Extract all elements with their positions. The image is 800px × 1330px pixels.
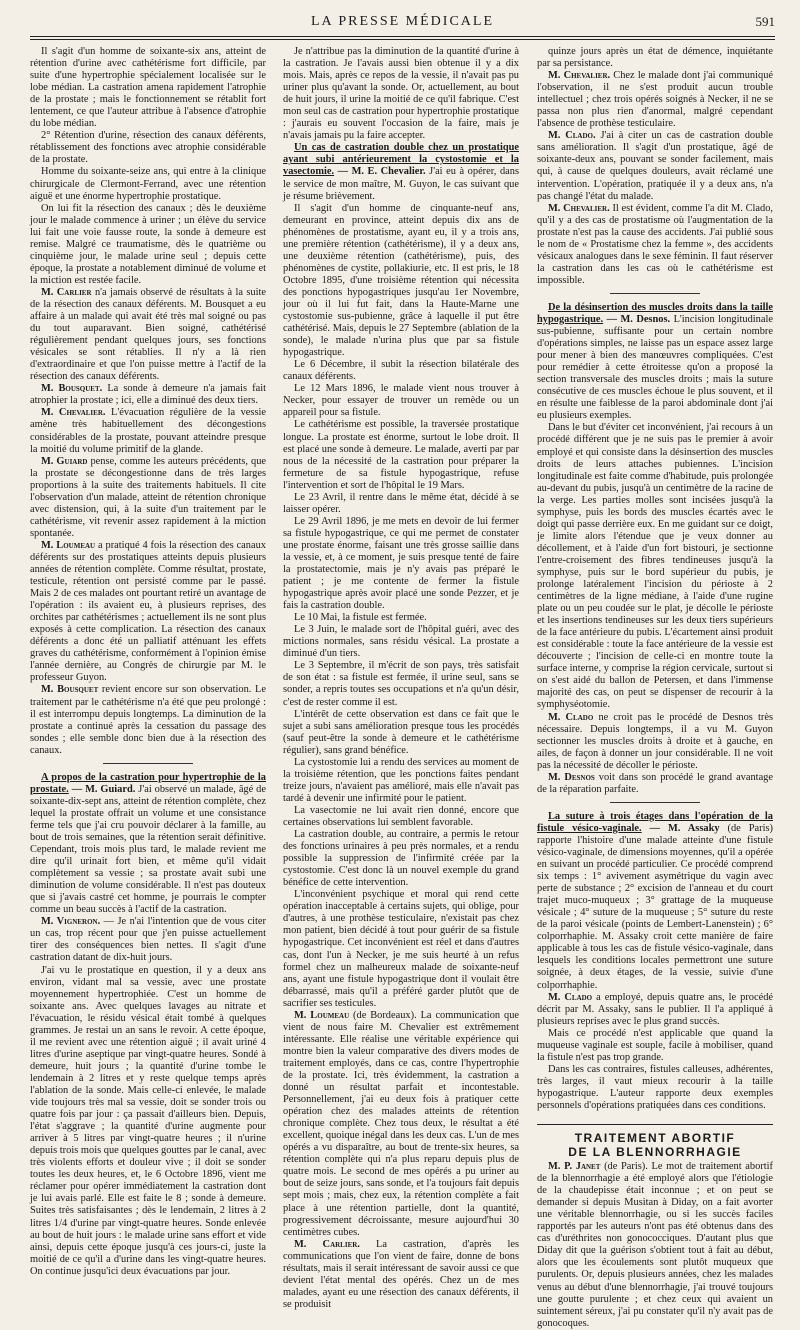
paragraph (283, 203, 519, 360)
paragraph-text: Dans le but d'éviter cet inconvénient, j'ai recours à un procédé différent que je ne suis pas le premier à avoir employé et qui consiste dans la désinsertion des muscles droits de leurs attaches pubiennes. L'incision longitudinale est faite comme d'habitude, puis prolongée au-devant du pubis, jusqu'à un centimètre de la racine de la verge. Les parties molles sont incisées jusqu'à la symphyse, puis les bords des muscles écartés avec le doigt qui passe derrière eux. En me guidant sur ce doigt, je limite alors l'étendue que je veux donner au décollement, et à l'aide d'un fort bistouri, je sectionne l'entre-croisement des fibres tendineuses jusqu'à la symphyse, puis sur le bord supérieur du pubis, je prolonge latéralement l'incision du périoste à 2 centimètres de la ligne médiane, à l'aide d'une rugine plate ou un peu coudée sur le plat, je décolle le périoste et les insertions tendineuses sur les deux tiers supérieurs de la face antérieure du pubis. L'écartement ainsi produit est considérable : toute la face antérieure de la vessie est découverte ; l'incision de celle-ci en montre toute la surface interne, y comprise la région cervicale, surtout si on s'est aidé du ballon de Petersen, et dans l'immense majorité des cas, on peut se dispenser de recourir à la symphyséotomie. (537, 422, 773, 711)
paragraph (30, 916, 266, 964)
paragraph-text: (de Paris). Le mot de traitement abortif de la blennorrhagie a été employé alors que l'étiologie de la chaudepisse était inconnue ; et on peut se demander si depuis Musitan à Diday, on a fait avorter une véritable blennorrhagie, ou si les succès faciles rapportés par les auteurs n'ont pas été obtenus dans des cas d'uréthrites non gonococciques. D'autant plus que Diday dit que la guérison s'obtient tout à fait au début, alors que les écoulements sont plutôt muqueux que purulents. Or, depuis plusieurs années, chez les malades venus au début d'une blennorrhagie, j'ai trouvé toujours une goutte purulente ; et chez ceux qui avaient un suintement séreux, j'ai pu constater qu'il n'y avait pas de gonocoques. (537, 1161, 774, 1329)
text-column-right (537, 46, 774, 1329)
paragraph (30, 46, 266, 130)
speaker-name: M. P. Janet (548, 1161, 601, 1173)
paragraph (537, 302, 773, 422)
section-divider (610, 802, 700, 803)
paragraph (283, 1010, 519, 1239)
speaker-name: M. Chevalier. (41, 407, 106, 419)
paragraph-text: Le 12 Mars 1896, le malade vient nous trouver à Necker, pour essayer de trouver un remède ou un appareil pour sa fistule. (283, 383, 519, 419)
paragraph (283, 492, 519, 516)
speaker-name: — M. Desnos. (603, 313, 671, 325)
paragraph (283, 612, 519, 624)
paragraph (283, 46, 519, 142)
paragraph (30, 407, 266, 455)
paragraph-text: J'ai eu à opérer, dans le service de mon maître, M. Guyon, le cas suivant que je résume brièvement. (283, 166, 520, 202)
paragraph (283, 889, 519, 1009)
paragraph (30, 130, 266, 166)
paragraph-text: — Je n'ai l'intention que de vous citer un cas, trop récent pour que j'en puisse actuellement tirer des conséquences bien nettes. Il s'agit d'une castration datant de dix-huit jours. (30, 916, 266, 964)
paragraph-heading: A propos de la castration pour hypertrophie de la prostate. (30, 771, 266, 795)
page-number: 591 (755, 14, 775, 29)
speaker-name: M. Bousquet. (41, 383, 103, 395)
paragraph (283, 709, 519, 757)
paragraph (283, 1239, 519, 1311)
paragraph (30, 166, 266, 202)
paragraph-text: Il s'agit d'un homme de cinquante-neuf ans, demeurant en province, atteint depuis dix ans de phénomènes de prostatisme, ayant eu, il y a trois ans, une première rétention (cathétérisme), il y a deux ans, une deuxième rétention (cathétérisme), puis, des phénomènes de cystite, pollakiurie, etc. Il est pris, le 18 Octobre 1895, d'une troisième rétention qui nécessita des ponctions hypogastriques jusqu'au 1er Novembre, jour où il lui fut fait, dans la Haute-Marne une cystostomie sus-pubienne, grâce à laquelle il put être cathétérisé. Mais, depuis le 27 Septembre (ablation de la sonde), le malade n'urina plus que par sa fistule hypogastrique. (283, 202, 519, 359)
paragraph (283, 757, 519, 805)
speaker-name: — M. E. Chevalier. (334, 166, 426, 178)
paragraph-text: L'intérêt de cette observation est dans ce fait que le sujet a subi sans amélioration presque tous les procédés (sauf peut-être la sonde à demeure et le cathétérisme régulier), sans grand bénéfice. (283, 708, 519, 756)
journal-title: LA PRESSE MÉDICALE (310, 14, 494, 29)
paragraph-text: Chez le malade dont j'ai communiqué l'observation, il ne s'est produit aucun trouble intellectuel ; chez trois opérés soignés à Necker, il ne se passa non plus rien d'anormal, malgré cependant l'absence de prothèse testiculaire. (537, 70, 773, 130)
text-column-left (30, 46, 267, 1277)
paragraph-text: Le 6 Décembre, il subit la résection bilatérale des canaux déférents. (283, 359, 519, 383)
paragraph-heading: De la désinsertion des muscles droits dans la taille hypogastrique. (537, 301, 773, 325)
paragraph (537, 1028, 773, 1064)
speaker-name: M. Bousquet (41, 684, 99, 696)
paragraph (537, 203, 773, 287)
paragraph (537, 772, 773, 796)
paragraph (283, 359, 519, 383)
paragraph-text: 2° Rétention d'urine, résection des canaux déférents, rétablissement des fonctions avec atrophie considérable de la prostate. (30, 130, 266, 166)
paragraph-text: quinze jours après un état de démence, inquiétante par sa persistance. (537, 46, 773, 70)
paragraph-text: a pratiqué 4 fois la résection des canaux déférents sur des prostatiques atteints depuis plusieurs années de rétention complète. Comme résultat, prostate, testicule, rétention ont persisté comme par le passé. Mais 2 de ces malades ont pourtant retiré un avantage de l'opération : ils avaient eu, à plusieurs reprises, des orchites par cathétérismes ; actuellement ils ne sont plus exposés à cette complication. La résection des canaux déférents a donc été un palliatif atténuant les effets graves du cathétérisme, conformément à l'opinion émise l'année dernière, au Congrès de chirurgie par M. le professeur Guyon. (30, 539, 267, 684)
paragraph-text: a employé, depuis quatre ans, le procédé décrit par M. Assaky, sans le publier. Il l'a appliqué à plusieurs reprises avec le plus grand succès. (537, 991, 774, 1027)
paragraph-text: Le 23 Avril, il rentre dans le même état, décidé à se laisser opérer. (283, 491, 519, 515)
paragraph (283, 419, 519, 491)
paragraph (537, 422, 773, 711)
section-heading-line: TRAITEMENT ABORTIF (574, 1131, 736, 1146)
paragraph-text: (de Bordeaux). La communication que vient de nous faire M. Chevalier est extrêmement intéressante. Elle réalise une véritable expérience qui montre bien la valeur comparative des divers modes de traitement employés, dans ce cas, contre l'hypertrophie de la prostate. Ici, très évidemment, la castration a donné un résultat parfait et incontestable. Personnellement, j'ai eu deux fois à pratiquer cette opération chez des malades atteints de rétention chronique complète. Chez tous deux, le résultat a été excellent, quoique inégal dans les deux cas. L'un de mes opérés a vu disparaître, au bout de trente-six heures, sa rétention complète qui n'a plus reparu depuis plus de quatre mois. Le second de mes opérés a pu uriner au bout de seize jours, sans sonde, et l'a toujours fait depuis sept mois ; mais, chez eux, la rétention complète a fait place à une rétention partielle, dont la quantité, progressivement décroissante, mesure aujourd'hui 30 centimètres cubes. (283, 1009, 519, 1238)
paragraph-text: ne croit pas le procédé de Desnos très nécessaire. Depuis longtemps, il a vu M. Guyon sectionner les muscles droits à droite et à gauche, en ailes, de façon à donner un jour considérable. Il ne voit pas la nécessité de décoller le périoste. (537, 711, 774, 771)
paragraph-text: Le 3 Juin, le malade sort de l'hôpital guéri, avec des mictions normales, sans résidu vésical. La prostate a diminué d'un tiers. (283, 624, 519, 660)
speaker-name: M. Guiard (41, 455, 88, 467)
paragraph-text: La castration, d'après les communications que l'on vient de faire, donne de bons résultats, mais il serait intéressant de savoir aussi ce que devient l'état mental des opérés. Chez un de mes malades, ayant eu une résection des canaux déférents, il se produisit (283, 1238, 519, 1310)
paragraph-text: Le 3 Septembre, il m'écrit de son pays, très satisfait de son état : sa fistule est fermée, il urine seul, sans se sonder, a repris toutes ses occupations et n'a qu'un désir, c'est de rester comme il est. (283, 660, 519, 708)
paragraph-text: Je n'attribue pas la diminution de la quantité d'urine à la castration. Je l'avais aussi bien obtenue il y a dix mois. Mais, après ce repos de la vessie, il n'avait pas pu uriner plus qu'avant la sonde. Or, actuellement, au bout de huit jours, il urine la moitié de ce qu'il fabrique. C'est mon seul cas de castration pour hypertrophie prostatique : j'aurais eu souvent l'occasion de la faire, mais je n'avais jamais pu la faire accepter. (283, 46, 519, 142)
section-heading-line: DE LA BLENNORRHAGIE (568, 1145, 742, 1160)
paragraph-text: Le 10 Mai, la fistule est fermée. (294, 612, 427, 624)
paragraph-text: Le 29 Avril 1896, je me mets en devoir de lui fermer sa fistule hypogastrique, ce qui me permet de constater une prostate énorme, faisant une très grosse saillie dans la vessie, et, à ce moment, je suis presque tenté de faire la prostatectomie, mais je n'y avais pas préparé le patient ; je me contente de fermer la fistule hypogastrique après avoir placé une sonde Pezzer, et je fais la castration double. (283, 515, 519, 612)
paragraph-text: J'ai observé un malade, âgé de soixante-dix-sept ans, atteint de rétention complète, chez lequel la prostate offrait un volume et une consistance ferme tels que j'ai cru pouvoir déclarer à la famille, au bout de trois semaines, que la rétention serait définitive. Cependant, trois mois plus tard, le malade revient me dire qu'il urinait fort bien, et même qu'il vidait complètement sa vessie ; sa prostate avait subi une diminution de volume considérable. Il n'est pas douteux que si j'avais castré cet homme, je pourrais le compter comme un beau succès à l'actif de la castration. (30, 783, 267, 916)
paragraph-text: La cystostomie lui a rendu des services au moment de la troisième rétention, que les ponctions faites pendant treize jours, n'avaient pas amélioré, mais elle n'avait pas tardé à devenir une infirmité pour le patient. (283, 756, 519, 804)
paragraph-text: La vasectomie ne lui avait rien donné, encore que certaines observations lui semblent favorable. (283, 804, 519, 828)
speaker-name: M. Clado (548, 711, 594, 723)
speaker-name: M. Vigneron. (41, 916, 101, 928)
paragraph-text: n'a jamais observé de résultats à la suite de la résection des canaux déférents. M. Bousquet a eu affaire à un malade qui avait été très mal soigné ou pas du tout auparavant. Bien soigné, cathétérisé régulièrement pendant quelques jours, ses fonctions vésicales se sont rétablies. Il n'y a là rien d'extraordinaire et que l'on puisse mettre à l'actif de la résection des canaux déférents. (30, 286, 267, 383)
paragraph-heading: La suture à trois étages dans l'opération de la fistule vésico-vaginale. (537, 810, 773, 834)
paragraph-text: (de Paris) rapporte l'histoire d'une malade atteinte d'une fistule vésico-vaginale, de dimensions moyennes, qu'il a opérée en suivant un procédé particulier. Ce procédé comprend six temps : 1° avivement asymétrique du vagin avec perte de substance ; 2° excision de l'anneau et du court trajet muco-muqueux ; 3° grattage de la muqueuse vésicale ; 4° suture de la muqueuse ; 5° suture du reste de la paroi vésicale (points de Lembert-Lanenstein) ; 6° colporrhaphie. M. Assaky croit cette manière de faire applicable à tous les cas de fistule vésico-vaginale, dans lesquels les conditions locales permettront une suture soignée, à deux étages, de la vessie, suivie d'une colporrhaphie. (537, 822, 773, 991)
paragraph (30, 684, 266, 756)
speaker-name: M. Clado (548, 991, 593, 1003)
section-divider (610, 293, 700, 294)
paragraph-text: J'ai à citer un cas de castration double sans amélioration. Il s'agit d'un prostatique, âgé de soixante-deux ans, pouvant se sonder facilement, mais qui, à cause de quelques douleurs, avait réclamé une intervention. L'opération, pratiquée il y a deux ans, n'a pas changé l'état du malade. (537, 130, 774, 202)
paragraph (283, 624, 519, 660)
paragraph-text: Le cathétérisme est possible, la traversée prostatique longue. La prostate est énorme, surtout le lobe droit. Il est placé une sonde à demeure. Le malade, averti par par nous de la nécessité de la castration pour préparer la fermeture de sa fistule hypogastrique, refuse l'intervention et sort de l'hôpital le 19 Mars. (283, 419, 519, 491)
paragraph-text: L'incision longitudinale sus-pubienne, suffisante pour un certain nombre d'opérations simples, ne laisse pas un espace assez large pour mener à bien des manœuvres compliquées. C'est pour remédier à cette étroitesse qu'on a proposé la section transversale des muscles droits ; mais la suture consécutive de ces muscles échoue le plus souvent, et il en résulte une faiblesse de la paroi abdominale dont j'ai eu plusieurs exemples. (537, 313, 773, 422)
speaker-name: M. Chevalier. (548, 70, 611, 82)
paragraph (30, 540, 266, 685)
paragraph (283, 829, 519, 889)
paragraph (283, 383, 519, 419)
section-divider (103, 763, 193, 764)
speaker-name: — M. Guiard. (68, 783, 136, 795)
paragraph-text: L'évacuation régulière de la vessie amène très habituellement des décongestions considérables de la prostate, pouvant atteindre presque la moitié du volume primitif de la glande. (30, 407, 266, 455)
paragraph-text: Dans les cas contraires, fistules calleuses, adhérentes, très larges, il vaut mieux recourir à la taille hypogastrique. L'auteur rapporte deux exemples personnels d'opérations pratiquées dans ces conditions. (537, 1063, 773, 1111)
paragraph-text: Homme du soixante-seize ans, qui entre à la clinique chirurgicale de Clermont-Ferrand, avec une rétention aiguë et une énorme hypertrophie prostatique. (30, 166, 266, 202)
paragraph-text: pense, comme les auteurs précédents, que la prostate se décongestionne dans de très larges proportions à la suite des traitements habituels. Il cite l'observation d'un malade, atteint de rétention chronique avec distension, qui, à la suite d'un traitement par le cathétérisme, vit revenir assez rapidement à la miction spontanée. (30, 455, 267, 539)
header-rule (30, 36, 775, 37)
paragraph-text: L'inconvénient psychique et moral qui rend cette opération inacceptable à certains sujets, qui oblige, pour d'autres, à une prothèse testiculaire, n'existait pas chez mon patient, bien décidé à tout pour guérir de sa fistule hypogastrique. Cet inconvénient est réel et dans d'autres cas, dont l'un à Necker, je me suis heurté à un refus formel chez un malheureux malade de soixante-neuf ans, ayant une fistule hypogastrique dont il voulait être débarrassé, mais qu'il a préféré garder plutôt que de sacrifier ses testicules. (283, 889, 519, 1009)
paragraph-text: J'ai vu le prostatique en question, il y a deux ans environ, vidant mal sa vessie, avec une prostate moyennement hypertrophiée. C'est un homme de soixante ans. Avec quelques lavages au nitrate et l'évacuation, le résidu vésical était tombé à quelques grammes. Je restai un an sans le revoir. A cette époque, il me revient avec une rétention aiguë ; il avait uriné 4 litres d'urine aseptique par vingt-quatre heures. Sondé à demeure, huit jours ; la quantité d'urine tombe le lendemain à 2 litres et y reste quelque temps après l'ablation de la sonde. Mais celle-ci enlevée, le malade vide toujours très mal sa vessie, doit se sonder trois ou quatre fois par jour : ça passait d'ailleurs bien. Depuis, l'état s'aggrave ; la quantité d'urine augmente pour arriver à 5 litres par vingt-quatre heures ; il n'urine depuis trois mois que quelques gouttes par le canal, avec très violents efforts et douleur vive ; il doit se sonder toutes les deux heures, et, le 6 Octobre 1896, vient me réclamer pour opérer immédiatement la castration dont je lui avais parlé. Elle est faite le 8 ; sonde à demeure. Suites très satisfaisantes ; dès le lendemain, 2 litres à 2 litres 1/4 d'urine par vingt-quatre heures. Sonde enlevée au bout de huit jours : le malade urine sans effort et vide ainsi, depuis cette époque jusqu'à ces jours-ci, juste la moitié de ce qu'il a d'urine dans les vingt-quatre heures. On continue jusqu'ici deux évacuations par jour. (30, 964, 266, 1277)
paragraph (537, 1161, 773, 1330)
paragraph (537, 811, 773, 992)
paragraph (537, 46, 773, 70)
speaker-name: M. Clado. (548, 130, 596, 142)
paragraph (30, 772, 266, 917)
paragraph-text: Il est évident, comme l'a dit M. Clado, qu'il y a des cas de prostatisme où l'augmentation de la prostate n'est pas la cause des accidents. J'ai publié sous le nom de « Prostatisme chez la femme », des accidents vésicaux analogues dans le sexe féminin. Il faut réserver la castration dans les cas où le cathétérisme est impossible. (537, 202, 773, 286)
paragraph (30, 203, 266, 287)
paragraph (283, 516, 519, 612)
paragraph-text: On lui fit la résection des canaux ; dès le deuxième jour le malade commence à uriner ; un élève du service lui fait une voie fausse route, la sonde à demeure est remise. Malgré ce traumatisme, dès le quatrième ou cinquième jour, le malade urine seul ; depuis cette époque, la prostate a notablement diminué de volume et la miction est restée facile. (30, 202, 266, 286)
paragraph-text: Il s'agit d'un homme de soixante-six ans, atteint de rétention d'urine avec cathétérisme fort difficile, par suite d'une hypertrophie spécialement localisée sur le lobe médian. La castration amena rapidement l'atrophie de la prostate ; mais le fonctionnement se rétablit fort lentement, ce que l'auteur attribue à l'absence d'atrophie du lobe médian. (30, 46, 266, 130)
speaker-name: M. Carlier. (294, 1238, 360, 1250)
paragraph (30, 456, 266, 540)
speaker-name: M. Desnos (548, 771, 595, 783)
paragraph (283, 805, 519, 829)
header-rule-double (30, 39, 775, 40)
paragraph (283, 660, 519, 708)
paragraph-text: Mais ce procédé n'est applicable que quand la muqueuse vaginale est souple, facile à mobiliser, quand la fistule n'est pas trop grande. (537, 1027, 773, 1063)
paragraph-text: La sonde à demeure n'a jamais fait atrophier la prostate ; ici, elle a diminué des deux tiers. (30, 383, 266, 407)
speaker-name: — M. Assaky (641, 822, 720, 834)
page-header (30, 12, 775, 36)
paragraph (537, 70, 773, 130)
text-column-middle (283, 46, 520, 1310)
paragraph (537, 130, 773, 202)
paragraph (537, 1064, 773, 1112)
paragraph (30, 965, 266, 1278)
speaker-name: M. Chevalier. (548, 202, 610, 214)
speaker-name: M. Loumeau (294, 1009, 350, 1021)
paragraph-text: revient encore sur son observation. Le traitement par le cathétérisme n'a été que peu prolongé : il est interrompu depuis longtemps. La diminution de la prostate a continué après la cessation du passage des sondes ; elle semble donc bien due à la résection des canaux. (30, 684, 266, 756)
paragraph-text: La castration double, au contraire, a permis le retour des fonctions urinaires à peu près normales, et a rendu possible la suppression de l'infirmité créée par la cystostomie. C'est donc là un nouvel exemple du grand bénéfice de cette intervention. (283, 829, 519, 889)
paragraph (283, 142, 519, 202)
paragraph (30, 383, 266, 407)
section-heading (537, 1124, 773, 1159)
paragraph-heading: Un cas de castration double chez un prostatique ayant subi antérieurement la cystostomie et la vasectomie. (283, 142, 519, 178)
speaker-name: M. Loumeau (41, 539, 96, 551)
paragraph (537, 712, 773, 772)
paragraph (537, 992, 773, 1028)
paragraph-text: voit dans son procédé le grand avantage de la réparation parfaite. (537, 771, 773, 795)
speaker-name: M. Carlier (41, 286, 92, 298)
paragraph (30, 287, 266, 383)
